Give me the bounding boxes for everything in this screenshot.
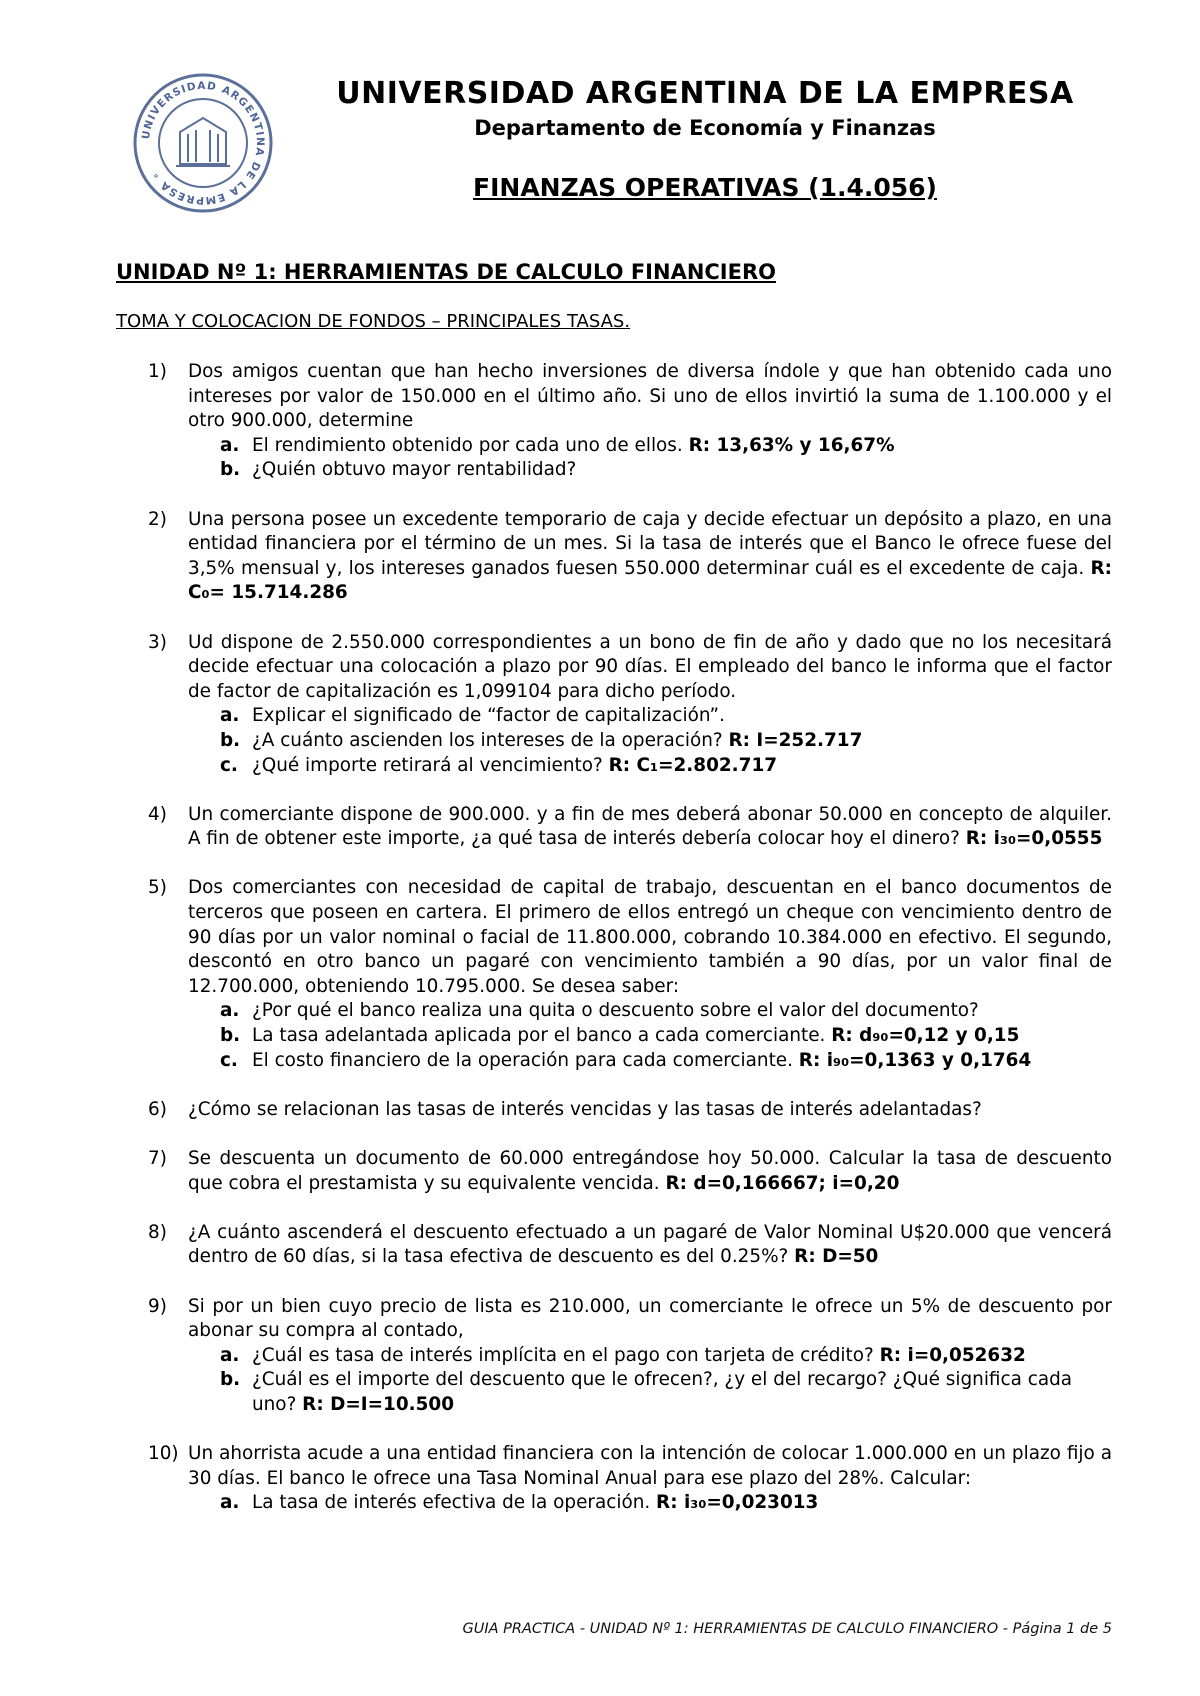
exercise-text — [188, 508, 1112, 606]
department-name: Departamento de Economía y Finanzas — [474, 116, 936, 140]
exercise-text-body: Si por un bien cuyo precio de lista es 210.000, un comerciante le ofrece un 5% de descuento por abonar su compra al contado, — [188, 1295, 1112, 1342]
unit-title: UNIDAD Nº 1: HERRAMIENTAS DE CALCULO FINANCIERO — [116, 260, 776, 284]
university-seal-logo — [132, 72, 274, 214]
exercise-answer: R: i₃₀=0,0555 — [965, 828, 1103, 850]
exercise-number: 10) — [148, 1443, 179, 1465]
sub-question-label: a. — [220, 1344, 240, 1366]
exercise-text-body: Una persona posee un excedente temporario de caja y decide efectuar un depósito a plazo, en una entidad financiera por el término de un mes. Si la tasa de interés que el Banco le ofrece fuese del 3,5% mensual y, los intereses ganados fuesen 550.000 determinar cuál es el excedente de caja. — [188, 508, 1112, 579]
sub-question-label: a. — [220, 1492, 240, 1514]
exercise-number: 7) — [148, 1148, 167, 1169]
sub-question — [220, 999, 1112, 1024]
sub-question-text — [252, 1024, 1112, 1049]
sub-question-text — [252, 729, 1112, 754]
sub-question-text — [252, 754, 1112, 779]
sub-question-text — [252, 999, 1112, 1024]
sub-question — [220, 1491, 1112, 1516]
exercise-text-body: Se descuenta un documento de 60.000 entregándose hoy 50.000. Calcular la tasa de descuento que cobra el prestamista y su equivalente vencida. — [188, 1148, 1112, 1194]
exercise-number: 9) — [148, 1295, 167, 1317]
exercise-text — [188, 803, 1112, 852]
exercise-text-body: Un ahorrista acude a una entidad financiera con la intención de colocar 1.000.000 en un plazo fijo a 30 días. El banco le ofrece una Tasa Nominal Anual para ese plazo del 28%. Calcular: — [188, 1443, 1112, 1489]
sub-question — [220, 704, 1112, 729]
sub-question-answer: R: I=252.717 — [728, 729, 863, 751]
sub-question-label: a. — [220, 434, 240, 456]
exercise-statement — [148, 1098, 1112, 1123]
exercise-text — [188, 876, 1112, 999]
exercise-statement — [148, 803, 1112, 852]
exercise-list — [148, 360, 1112, 1541]
exercise-statement — [148, 1295, 1112, 1344]
exercise-item — [148, 1147, 1112, 1196]
exercise-text-body: Un comerciante dispone de 900.000. y a fin de mes deberá abonar 50.000 en concepto de alquiler. A fin de obtener este importe, ¿a qué tasa de interés debería colocar hoy el dinero? — [188, 803, 1112, 850]
sub-question-label: c. — [220, 1049, 238, 1071]
sub-question — [220, 434, 1112, 459]
sub-question-answer: R: D=I=10.500 — [302, 1393, 454, 1415]
exercise-item — [148, 1098, 1112, 1123]
exercise-item — [148, 876, 1112, 1073]
sub-question-label: b. — [220, 1025, 241, 1047]
exercise-answer: R: d=0,166667; i=0,20 — [665, 1172, 900, 1194]
sub-question-answer: R: i₉₀=0,1363 y 0,1764 — [798, 1049, 1032, 1071]
exercise-item — [148, 1295, 1112, 1418]
exercise-item — [148, 1221, 1112, 1270]
exercise-answer: R: D=50 — [794, 1246, 879, 1268]
course-title: FINANZAS OPERATIVAS (1.4.056) — [473, 173, 937, 202]
exercise-item — [148, 1442, 1112, 1516]
exercise-item — [148, 508, 1112, 606]
exercise-text — [188, 1442, 1112, 1491]
exercise-text-body: ¿Cómo se relacionan las tasas de interés vencidas y las tasas de interés adelantadas? — [188, 1098, 982, 1120]
sub-question-text — [252, 1368, 1112, 1417]
exercise-answer: R: C₀= 15.714.286 — [188, 557, 1112, 604]
sub-question-text — [252, 1344, 1112, 1369]
exercise-statement — [148, 360, 1112, 434]
sub-question — [220, 729, 1112, 754]
sub-question — [220, 1368, 1112, 1417]
sub-question-answer: R: i=0,052632 — [879, 1344, 1026, 1366]
exercise-text-body: Ud dispone de 2.550.000 correspondientes a un bono de fin de año y dado que no los necesitará decide efectuar una colocación a plazo por 90 días. El empleado del banco le informa que el factor de factor de capitalización es 1,099104 para dicho período. — [188, 631, 1112, 702]
sub-question-label: b. — [220, 729, 241, 751]
sub-question-text — [252, 704, 1112, 729]
sub-question-label: a. — [220, 705, 240, 727]
exercise-number: 4) — [148, 803, 167, 825]
sub-question-body: El rendimiento obtenido por cada uno de ellos. — [252, 434, 689, 456]
sub-question-body: ¿Qué importe retirará al vencimiento? — [252, 754, 609, 776]
exercise-number: 1) — [148, 361, 167, 382]
section-title: TOMA Y COLOCACION DE FONDOS – PRINCIPALES TASAS. — [116, 311, 631, 332]
exercise-text — [188, 1147, 1112, 1196]
exercise-number: 5) — [148, 877, 167, 899]
exercise-item — [148, 803, 1112, 852]
exercise-number: 6) — [148, 1098, 167, 1120]
sub-question — [220, 458, 1112, 483]
sub-question-body: ¿Cuál es el importe del descuento que le ofrecen?, ¿y el del recargo? ¿Qué significa cada uno? — [252, 1369, 1073, 1415]
sub-question-body: ¿A cuánto ascienden los intereses de la operación? — [252, 729, 729, 751]
sub-question — [220, 754, 1112, 779]
exercise-statement — [148, 1442, 1112, 1491]
exercise-item — [148, 631, 1112, 779]
sub-question-body: La tasa adelantada aplicada por el banco a cada comerciante. — [252, 1025, 832, 1047]
sub-question-body: ¿Quién obtuvo mayor rentabilidad? — [252, 459, 577, 481]
sub-question-answer: R: C₁=2.802.717 — [608, 754, 778, 776]
sub-question-text — [252, 1491, 1112, 1516]
exercise-number: 3) — [148, 631, 167, 653]
exercise-number: 8) — [148, 1221, 167, 1243]
exercise-text — [188, 1295, 1112, 1344]
sub-question — [220, 1049, 1112, 1074]
exercise-text — [188, 1221, 1112, 1270]
exercise-text-body: ¿A cuánto ascenderá el descuento efectuado a un pagaré de Valor Nominal U$20.000 que vencerá dentro de 60 días, si la tasa efectiva de descuento es del 0.25%? — [188, 1221, 1112, 1268]
sub-question — [220, 1024, 1112, 1049]
exercise-item — [148, 360, 1112, 483]
sub-question-text — [252, 434, 1112, 459]
exercise-text — [188, 360, 1112, 434]
exercise-text — [188, 1098, 1112, 1123]
exercise-text-body: Dos comerciantes con necesidad de capital de trabajo, descuentan en el banco documentos de terceros que poseen en cartera. El primero de ellos entregó un cheque con vencimiento dentro de 90 días por un valor nominal o facial de 11.800.000, cobrando 10.384.000 en efectivo. El segundo, descontó en otro banco un pagaré con vencimiento también a 90 días, por un valor final de 12.700.000, obteniendo 10.795.000. Se desea saber: — [188, 877, 1112, 997]
sub-question-body: La tasa de interés efectiva de la operación. — [252, 1492, 657, 1514]
sub-question-text — [252, 458, 1112, 483]
sub-question-answer: R: d₉₀=0,12 y 0,15 — [831, 1025, 1020, 1047]
exercise-statement — [148, 1221, 1112, 1270]
sub-question-label: b. — [220, 1369, 241, 1391]
sub-question-body: Explicar el significado de “factor de capitalización”. — [252, 705, 725, 727]
sub-question-label: a. — [220, 1000, 240, 1022]
exercise-statement — [148, 1147, 1112, 1196]
page-footer: GUIA PRACTICA - UNIDAD Nº 1: HERRAMIENTAS DE CALCULO FINANCIERO - Página 1 de 5 — [462, 1621, 1112, 1637]
svg-text:UNIVERSIDAD ARGENTINA DE LA EM: UNIVERSIDAD ARGENTINA DE LA EMPRESA ∘ — [139, 79, 267, 207]
sub-question-answer: R: i₃₀=0,023013 — [656, 1492, 819, 1514]
sub-question-body: ¿Cuál es tasa de interés implícita en el pago con tarjeta de crédito? — [252, 1344, 880, 1366]
sub-question-text — [252, 1049, 1112, 1074]
university-name: UNIVERSIDAD ARGENTINA DE LA EMPRESA — [336, 76, 1074, 111]
sub-question-label: b. — [220, 459, 241, 481]
sub-question-answer: R: 13,63% y 16,67% — [688, 434, 895, 456]
exercise-statement — [148, 876, 1112, 999]
exercise-text — [188, 631, 1112, 705]
exercise-text-body: Dos amigos cuentan que han hecho inversiones de diversa índole y que han obtenido cada uno intereses por valor de 150.000 en el último año. Si uno de ellos invirtió la suma de 1.100.000 y el otro 900.000, determine — [188, 361, 1112, 432]
sub-question-body: El costo financiero de la operación para cada comerciante. — [252, 1049, 799, 1071]
exercise-statement — [148, 631, 1112, 705]
sub-question-body: ¿Por qué el banco realiza una quita o descuento sobre el valor del documento? — [252, 1000, 979, 1022]
exercise-statement — [148, 508, 1112, 606]
sub-question — [220, 1344, 1112, 1369]
exercise-number: 2) — [148, 508, 167, 530]
sub-question-label: c. — [220, 754, 238, 776]
